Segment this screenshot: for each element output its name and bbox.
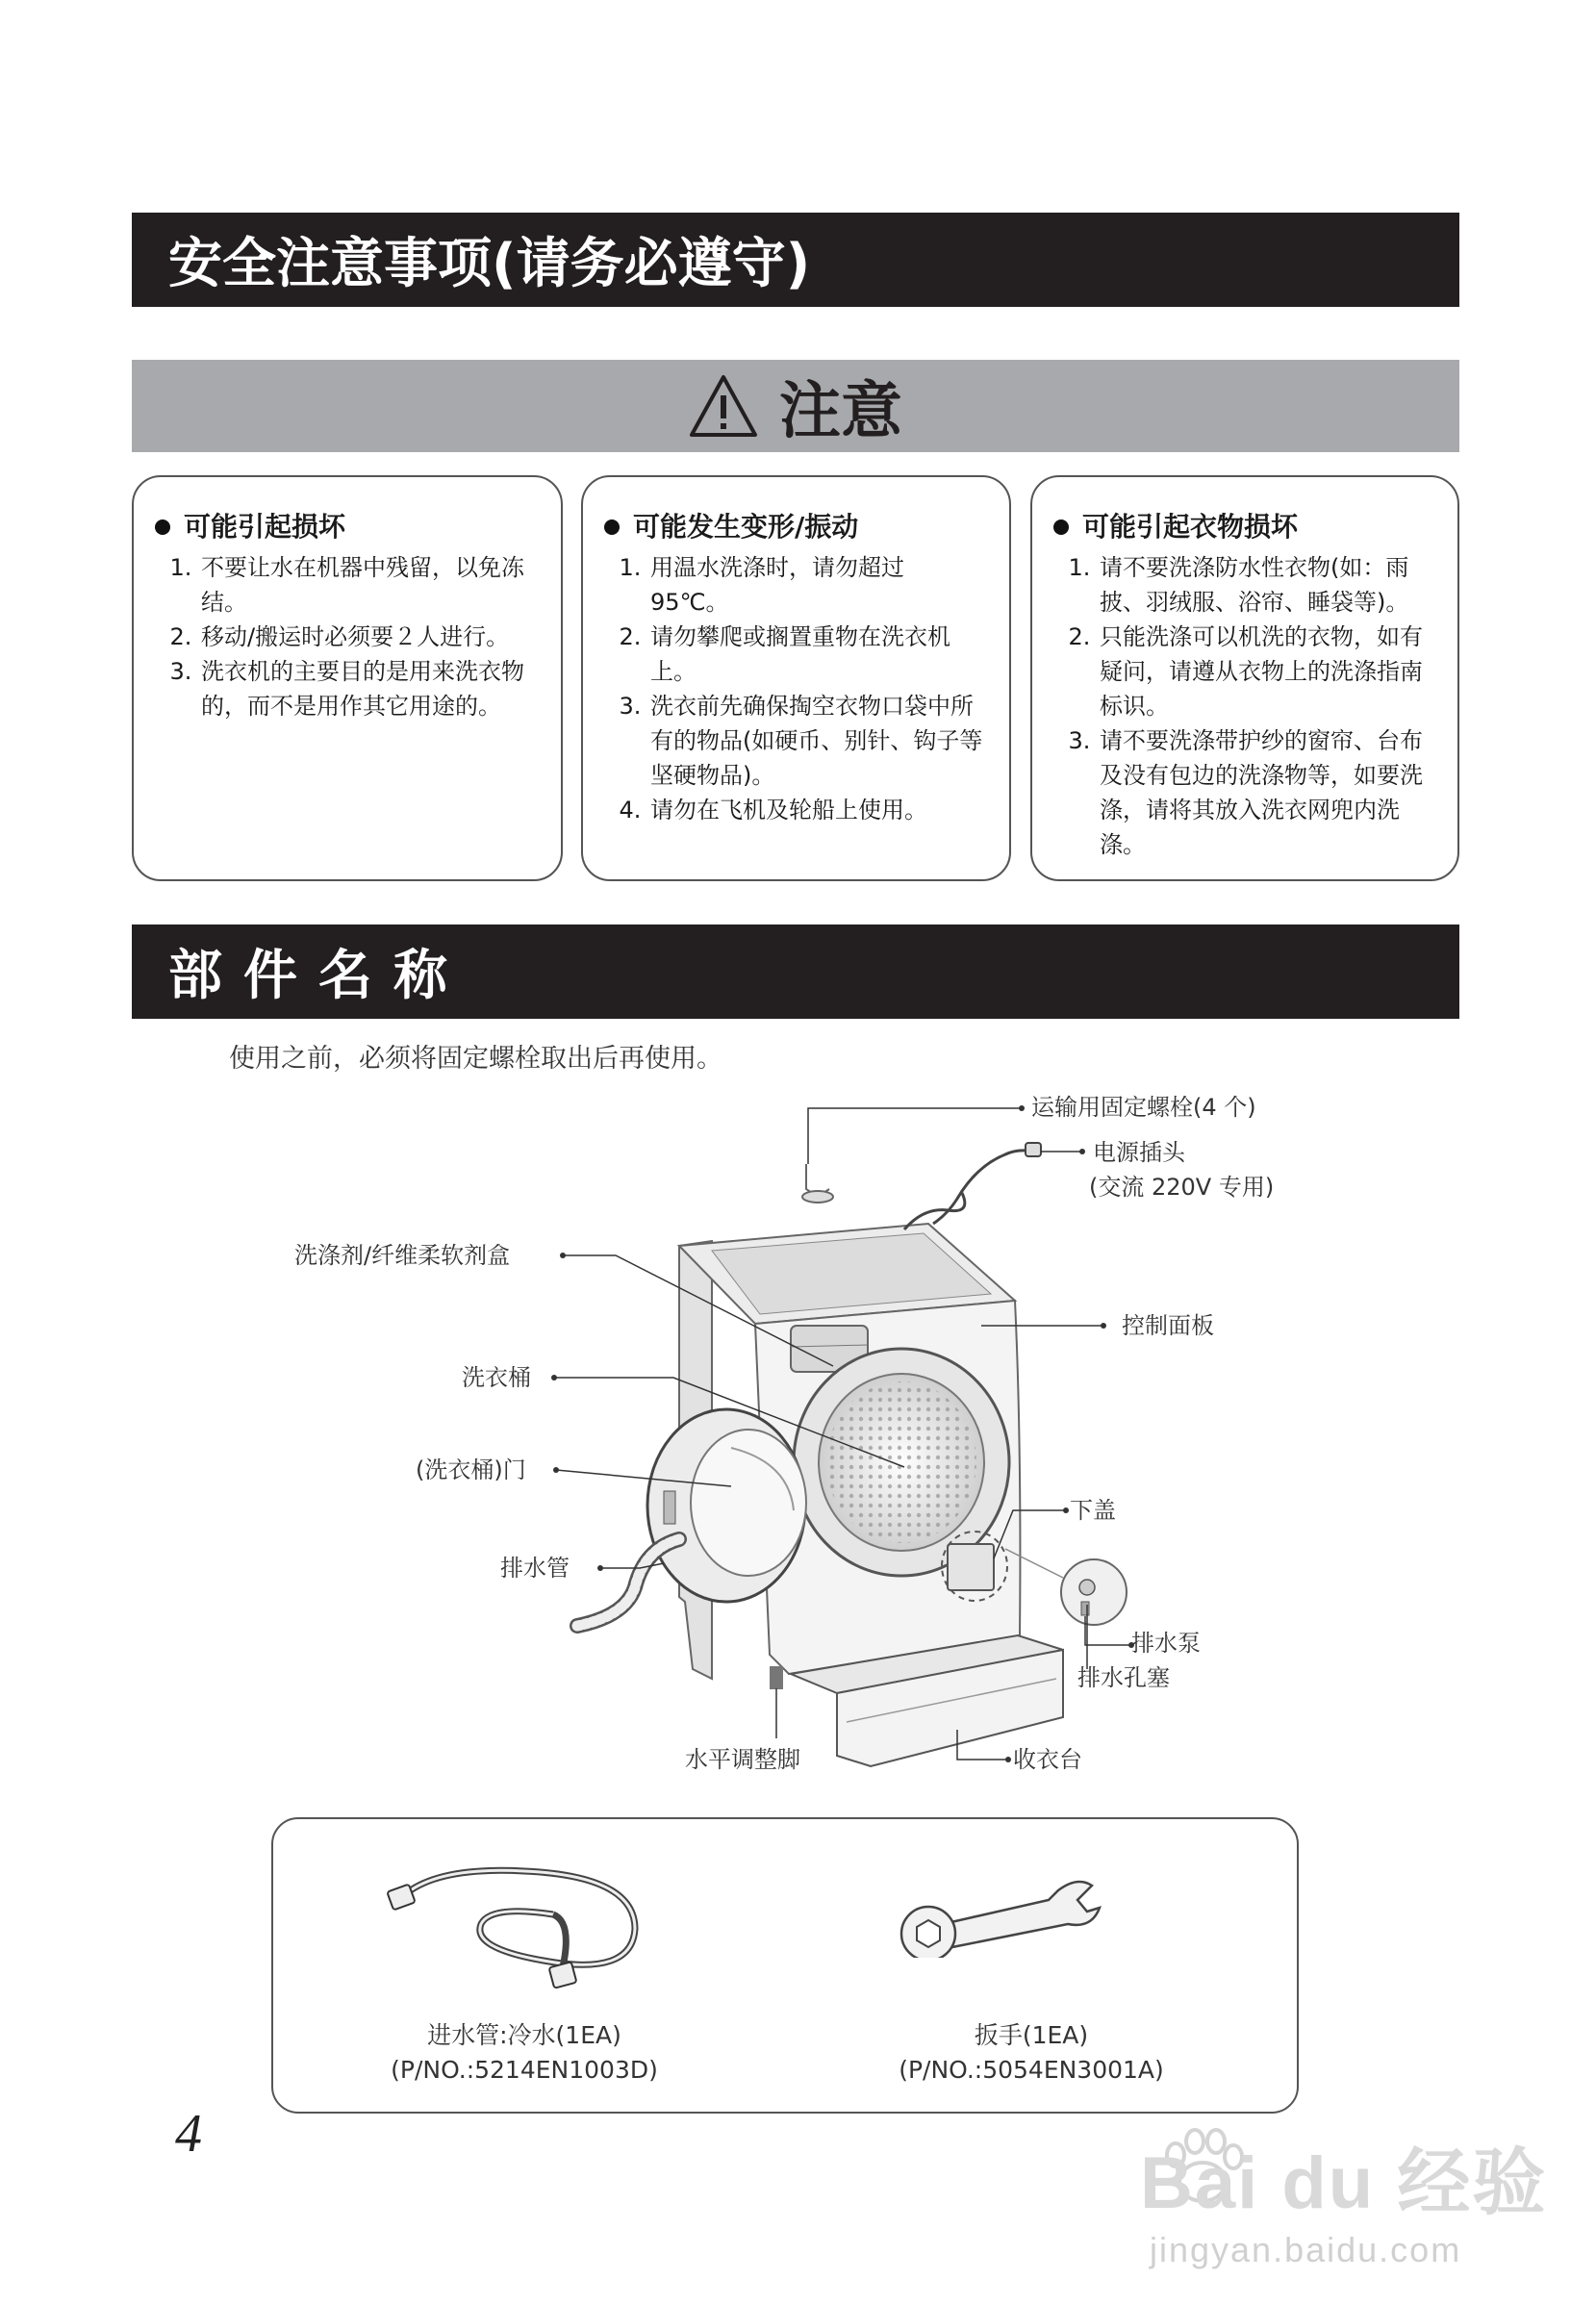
list-item: 1. 请不要洗涤防水性衣物(如：雨披、羽绒服、浴帘、睡袋等)。 <box>1098 550 1438 620</box>
label-door: (洗衣桶)门 <box>416 1456 526 1483</box>
bullet-icon <box>1053 519 1069 535</box>
accessory-part-number: (P/NO.:5214EN1003D) <box>391 2056 658 2084</box>
box-heading: 可能引起衣物损坏 <box>1053 510 1438 545</box>
bullet-icon <box>155 519 170 535</box>
watermark-url: jingyan.baidu.com <box>1150 2230 1462 2269</box>
wrench-illustration <box>890 1871 1102 1958</box>
section-title-parts <box>132 925 1459 1019</box>
box-list <box>604 550 990 827</box>
accessory-name: 扳手(1EA) <box>974 2021 1089 2049</box>
list-item: 2. 只能洗涤可以机洗的衣物，如有疑问，请遵从衣物上的洗涤指南标识。 <box>1098 620 1438 723</box>
box-heading: 可能引起损坏 <box>155 510 542 545</box>
list-item: 4. 请勿在飞机及轮船上使用。 <box>648 793 990 827</box>
watermark-brand: Bai du 经验 <box>1140 2142 1548 2224</box>
section-title-text: 安全注意事项(请务必遵守) <box>168 233 811 295</box>
list-item: 3. 洗衣前先确保掏空衣物口袋中所有的物品(如硬币、别针、钩子等坚硬物品)。 <box>648 689 990 793</box>
accessory-wrench <box>829 2018 1233 2088</box>
label-transit-bolts: 运输用固定螺栓(4 个) <box>1031 1094 1256 1121</box>
inlet-hose-illustration <box>380 1847 659 2001</box>
section-title-safety <box>132 213 1459 307</box>
accessory-name: 进水管:冷水(1EA) <box>427 2021 621 2049</box>
caution-box-deform <box>581 475 1011 881</box>
warning-triangle-icon <box>689 374 758 438</box>
label-control-panel: 控制面板 <box>1122 1312 1214 1339</box>
list-item: 3. 请不要洗涤带护纱的窗帘、台布及没有包边的洗涤物等，如要洗涤，请将其放入洗衣网兜内洗涤。 <box>1098 723 1438 862</box>
label-power-plug: 电源插头 <box>1093 1139 1185 1166</box>
box-list <box>155 550 542 723</box>
label-leveling-foot: 水平调整脚 <box>685 1746 800 1773</box>
caution-box-damage <box>132 475 563 881</box>
label-drain-hose: 排水管 <box>500 1555 570 1582</box>
box-heading: 可能发生变形/振动 <box>604 510 990 545</box>
list-item: 2. 移动/搬运时必须要２人进行。 <box>199 620 542 654</box>
list-item: 1. 不要让水在机器中残留，以免冻结。 <box>199 550 542 620</box>
bullet-icon <box>604 519 620 535</box>
washing-machine-illustration <box>0 1058 1596 1809</box>
label-drain-plug: 排水孔塞 <box>1077 1664 1170 1691</box>
caution-label: 注意 <box>779 376 902 447</box>
list-item: 1. 用温水洗涤时，请勿超过 95℃。 <box>648 550 990 620</box>
list-item: 2. 请勿攀爬或搁置重物在洗衣机上。 <box>648 620 990 689</box>
box-list <box>1053 550 1438 862</box>
intro-text: 使用之前，必须将固定螺栓取出后再使用。 <box>229 1044 722 1074</box>
label-drain-pump: 排水泵 <box>1131 1630 1201 1657</box>
accessory-inlet-hose <box>322 2018 726 2088</box>
label-lower-cover: 下盖 <box>1070 1497 1116 1524</box>
caution-box-clothes <box>1030 475 1459 881</box>
label-drum: 洗衣桶 <box>462 1364 531 1391</box>
list-item: 3. 洗衣机的主要目的是用来洗衣物的，而不是用作其它用途的。 <box>199 654 542 723</box>
caution-banner <box>132 360 1459 452</box>
label-drawer: 收衣台 <box>1013 1746 1082 1773</box>
accessory-part-number: (P/NO.:5054EN3001A) <box>899 2056 1164 2084</box>
page-number: 4 <box>175 2104 202 2164</box>
section-title-text: 部件名称 <box>168 945 469 1007</box>
label-power-plug-note: (交流 220V 专用) <box>1089 1174 1275 1201</box>
label-detergent-box: 洗涤剂/纤维柔软剂盒 <box>294 1242 511 1269</box>
